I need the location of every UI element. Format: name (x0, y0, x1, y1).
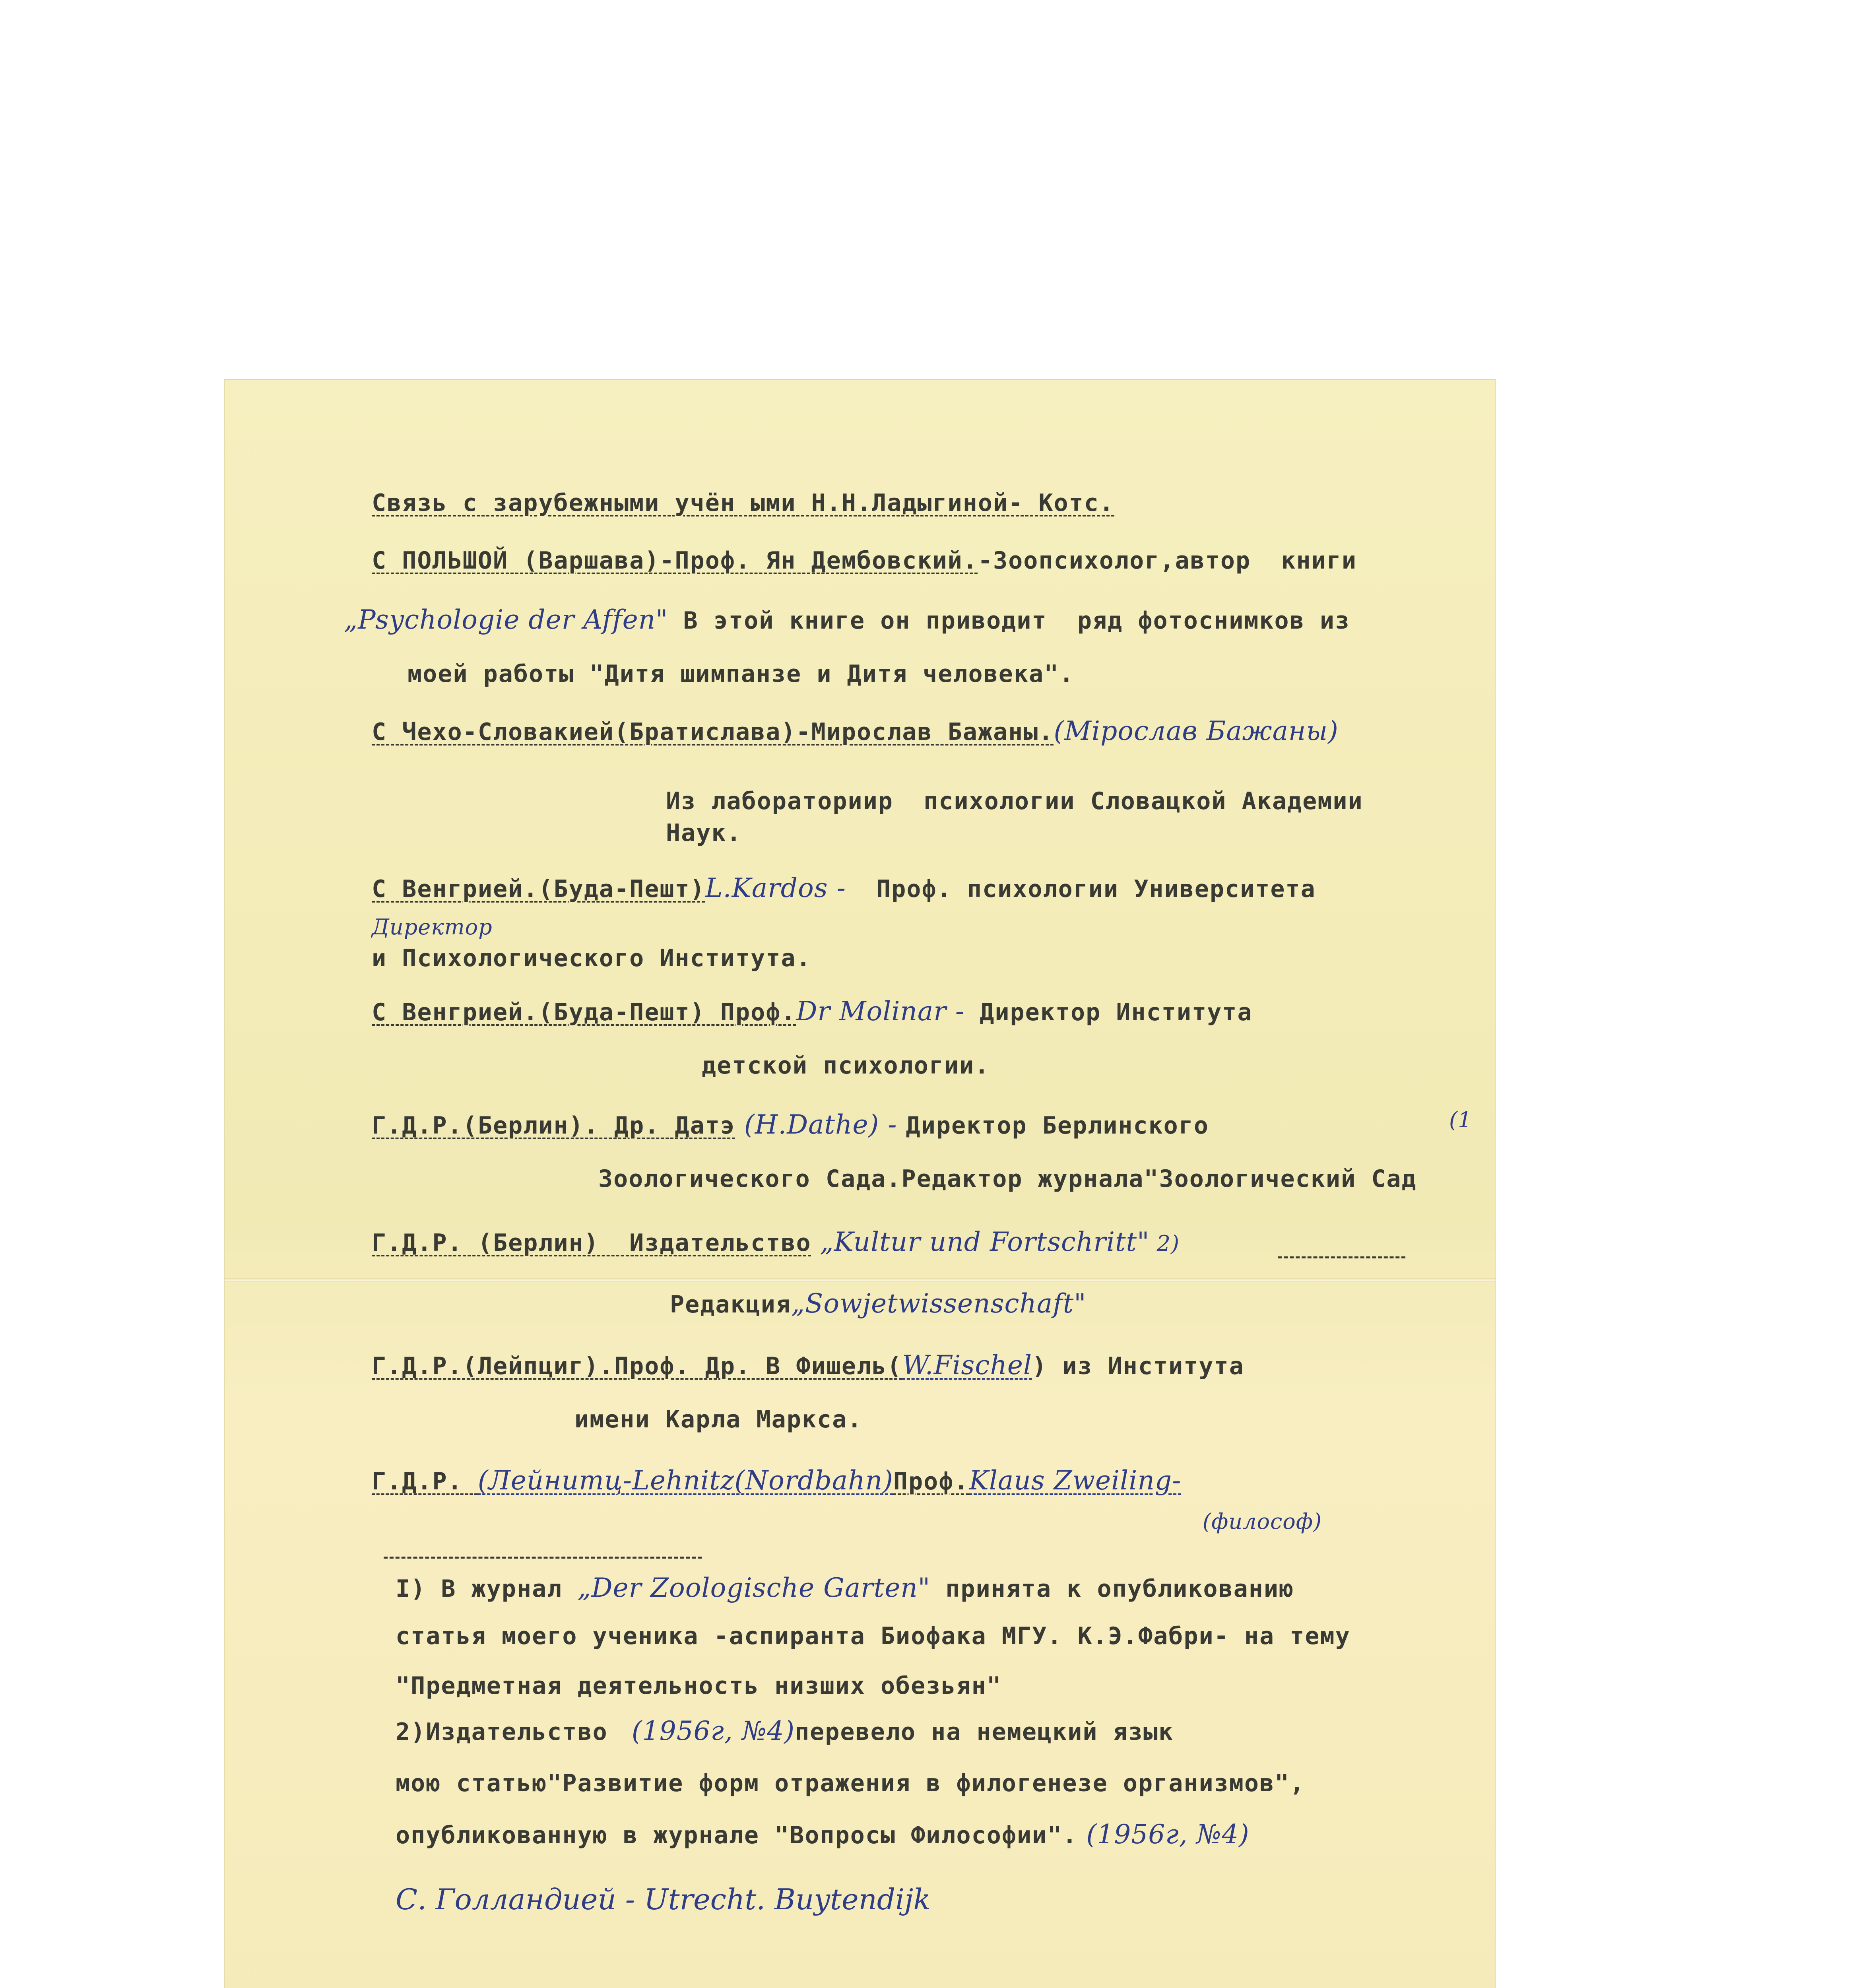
hungary1-country: С Венгрией.(Буда-Пешт) (372, 875, 705, 903)
footnote1-line1 (396, 1573, 1294, 1603)
gdr2-dash-rule (1278, 1256, 1405, 1258)
entry-hungary2-line1 (372, 996, 1252, 1027)
entry-poland-line1 (372, 547, 1357, 575)
entry-hungary2-line2: детской психологии. (702, 1052, 990, 1079)
footnote2-line3 (396, 1819, 1250, 1850)
footnote2-line1 (396, 1716, 1174, 1746)
gdr4-place-handwritten: (Лейнитц-Lehnitz(Nordbahn) (477, 1465, 893, 1496)
gdr2-note-marker: 2) (1149, 1231, 1180, 1256)
hungary2-name-handwritten: Dr Molinar - (796, 996, 965, 1027)
hungary1-director-handwritten: Директор (372, 914, 493, 940)
gdr4-country: Г.Д.Р. (372, 1468, 478, 1495)
footnote2-lead: 2)Издательство (396, 1718, 623, 1746)
gdr3-country: Г.Д.Р.(Лейпциг).Проф. Др. В Фишель( (372, 1352, 902, 1380)
footnote2-journal: опубликованную в журнале "Вопросы Философии". (396, 1821, 1078, 1849)
document-title: Связь с зарубежными учён ыми Н.Н.Ладыгиной- Котс. (372, 489, 1115, 517)
hungary2-role: Директор Института (964, 998, 1253, 1026)
gdr4-name-handwritten: Klaus Zweiling- (969, 1465, 1182, 1496)
poland-book-handwritten: „Psychologie der Affen" (344, 604, 668, 635)
gdr2-country: Г.Д.Р. (Берлин) Издательство (372, 1229, 811, 1257)
footnote-separator (384, 1557, 702, 1559)
gdr3-name-handwritten: W.Fischel (902, 1350, 1032, 1380)
entry-hungary1-line2: и Психологического Института. (372, 944, 811, 972)
entry-poland-line3: моей работы "Дитя шимпанзе и Дитя человека". (407, 660, 1075, 688)
holland-entry-handwritten: С. Голландией - Utrecht. Buytendijk (396, 1883, 931, 1916)
hungary1-name-handwritten: L.Kardos - (705, 873, 846, 903)
paper-fold (225, 1278, 1495, 1282)
gdr1-role: Директор Берлинского (906, 1112, 1209, 1140)
gdr4-prof: Проф. (893, 1468, 969, 1495)
entry-czech-line3: Наук. (666, 819, 742, 847)
gdr3-institute: ) из Института (1032, 1352, 1244, 1380)
entry-poland-line2 (344, 604, 1350, 635)
footnote1-status: принята к опубликованию (930, 1575, 1294, 1603)
footnote1-line3: "Предметная деятельность низших обезьян" (396, 1672, 1002, 1700)
footnote2-year-handwritten: (1956г, №4) (1077, 1819, 1250, 1850)
gdr2-journal-handwritten: „Sowjetwissenschaft" (791, 1288, 1087, 1319)
footnote1-lead: I) В журнал (396, 1575, 578, 1603)
gdr2-publisher-handwritten: „Kultur und Fortschritt" (811, 1227, 1150, 1257)
footnote2-line2: мою статью"Развитие форм отражения в филогенезе организмов", (396, 1769, 1305, 1797)
hungary2-country: С Венгрией.(Буда-Пешт) Проф. (372, 998, 796, 1026)
entry-gdr4-line1 (372, 1465, 1181, 1496)
entry-czech-line1 (372, 716, 1339, 746)
footnote2-text: перевело на немецкий язык (795, 1718, 1174, 1746)
entry-gdr3-line1 (372, 1350, 1244, 1380)
poland-country: С ПОЛЬШОЙ (Варшава)-Проф. Ян Дембовский. (372, 547, 978, 575)
gdr1-note-marker: (1 (1449, 1107, 1472, 1132)
czech-name-handwritten: (Мірослав Бажаны) (1054, 716, 1339, 746)
entry-gdr2-line2 (670, 1288, 1087, 1319)
footnote1-line2: статья моего ученика -аспиранта Биофака МГУ. К.Э.Фабри- на тему (396, 1622, 1351, 1650)
gdr1-country: Г.Д.Р.(Берлин). Др. Датэ (372, 1112, 735, 1140)
czech-country: С Чехо-Словакией(Братислава)-Мирослав Бажаны. (372, 718, 1054, 746)
entry-gdr1-line2: Зоологического Сада.Редактор журнала"Зоологический Сад (598, 1165, 1417, 1193)
gdr2-editorial: Редакция (670, 1291, 791, 1318)
entry-czech-line2: Из лабораторииp психологии Словацкой Академии (666, 787, 1363, 815)
footnote2-publisher-handwritten: (1956г, №4) (623, 1716, 795, 1746)
entry-gdr2-line1 (372, 1227, 1180, 1257)
hungary1-role: Проф. психологии Университета (846, 875, 1316, 903)
document-sheet (225, 380, 1495, 1988)
poland-book-text: В этой книге он приводит ряд фотоснимков из (668, 607, 1351, 635)
gdr1-name-handwritten: (H.Dathe) - (735, 1109, 906, 1140)
entry-gdr3-line2: имени Карла Маркса. (574, 1406, 863, 1433)
footnote1-journal-handwritten: „Der Zoologische Garten" (577, 1573, 931, 1603)
entry-gdr1-line1 (372, 1109, 1209, 1140)
gdr4-role-handwritten: (философ) (1203, 1509, 1322, 1534)
entry-hungary1-line1 (372, 873, 1316, 903)
poland-role: -Зоопсихолог,автор книги (978, 547, 1357, 575)
